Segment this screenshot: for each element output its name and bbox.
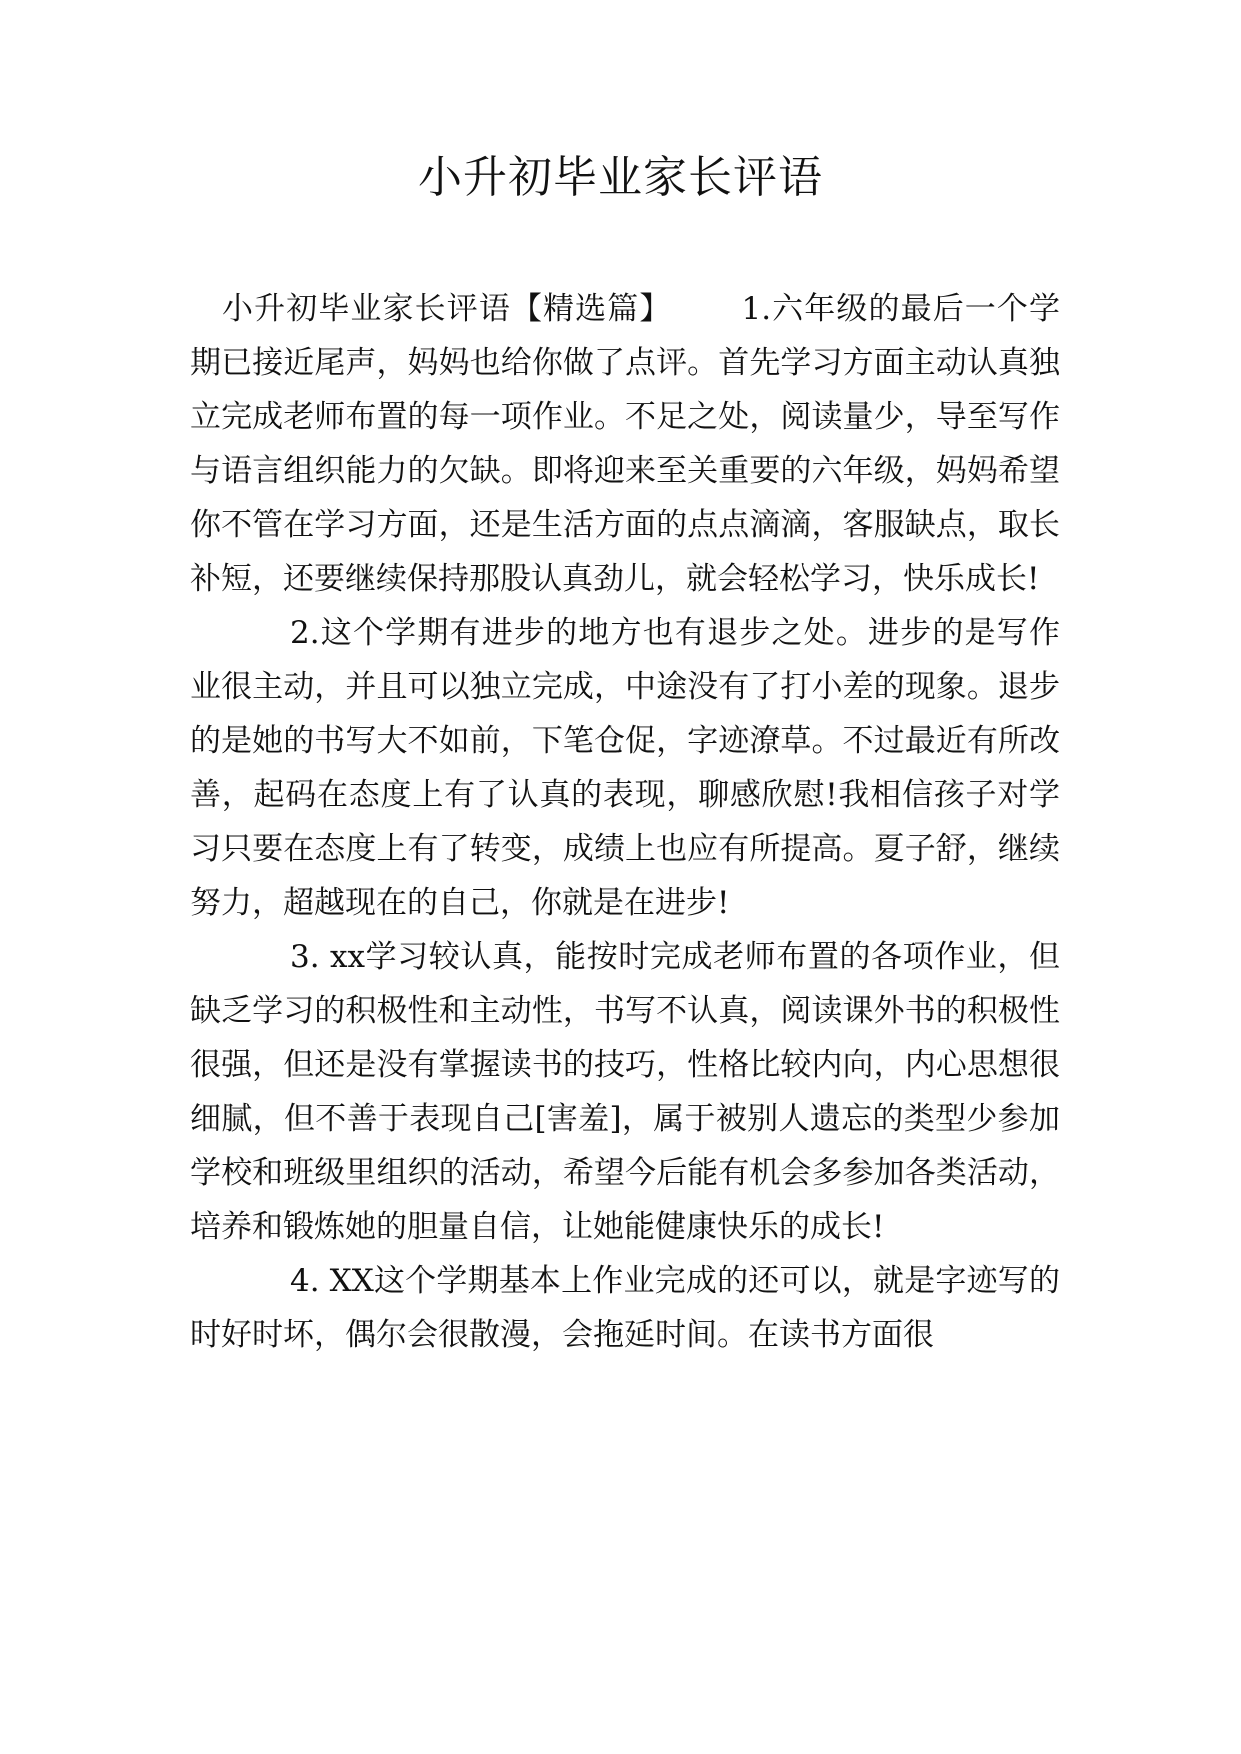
paragraph-1-text: 1.六年级的最后一个学期已接近尾声，妈妈也给你做了点评。首先学习方面主动认真独立完成老师布置的每一项作业。不足之处，阅读量少，导至写作与语言组织能力的欠缺。即将迎来至关重要的六年级，妈妈希望你不管在学习方面，还是生活方面的点点滴滴，客服缺点，取长补短，还要继续保持那股认真劲儿，就会轻松学习，快乐成长! — [190, 291, 1061, 597]
paragraph-1 — [190, 282, 1060, 606]
paragraph-2: 2.这个学期有进步的地方也有退步之处。进步的是写作业很主动，并且可以独立完成，中途没有了打小差的现象。退步的是她的书写大不如前，下笔仓促，字迹潦草。不过最近有所改善，起码在态度上有了认真的表现，聊感欣慰!我相信孩子对学习只要在态度上有了转变，成绩上也应有所提高。夏子舒，继续努力，超越现在的自己，你就是在进步! — [190, 615, 1060, 921]
document-body — [190, 282, 1060, 1362]
document-title: 小升初毕业家长评语 — [418, 152, 823, 203]
intro-heading: 小升初毕业家长评语【精选篇】 — [222, 291, 672, 327]
paragraph-3: 3. xx学习较认真，能按时完成老师布置的各项作业，但缺乏学习的积极性和主动性，书写不认真，阅读课外书的积极性很强，但还是没有掌握读书的技巧，性格比较内向，内心思想很细腻，但不善于表现自己[害羞]，属于被别人遗忘的类型少参加学校和班级里组织的活动，希望今后能有机会多参加各类活动，培养和锻炼她的胆量自信，让她能健康快乐的成长! — [190, 939, 1060, 1245]
paragraph-4: 4. XX这个学期基本上作业完成的还可以，就是字迹写的时好时坏，偶尔会很散漫，会拖延时间。在读书方面很 — [190, 1263, 1060, 1353]
